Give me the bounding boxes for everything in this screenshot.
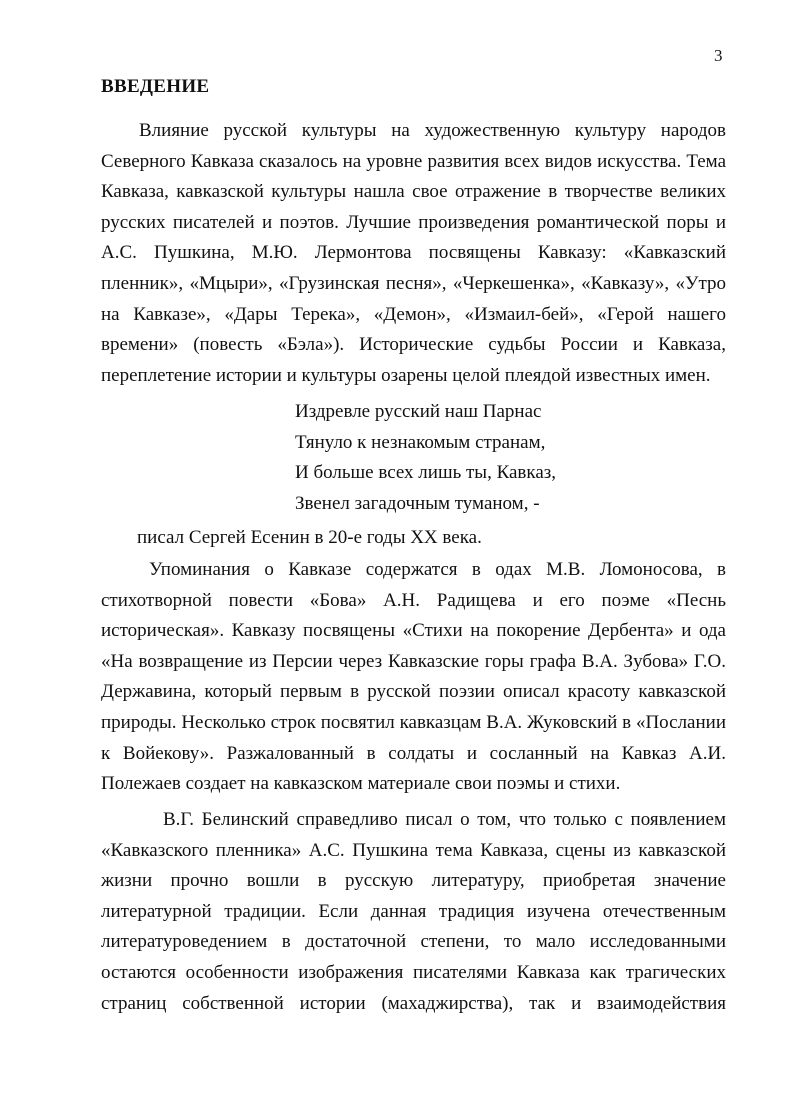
paragraph-line: Упоминания о Кавказе содержатся в одах М.В. Ломоносова, в <box>149 559 726 580</box>
page-number: 3 <box>714 46 723 65</box>
paragraph-line: Влияние русской культуры на художественную культуру народов <box>139 120 726 141</box>
paragraph-line: Северного Кавказа сказалось на уровне развития всех видов искусства. Тема <box>101 150 726 172</box>
poem-verse: Тянуло к незнакомым странам, <box>295 431 546 453</box>
section-heading: ВВЕДЕНИЕ <box>101 76 210 97</box>
poem-attribution: писал Сергей Есенин в 20-е годы XX века. <box>137 527 482 548</box>
paragraph-line: страниц собственной истории (махаджирства), так и взаимодействия <box>101 992 726 1014</box>
paragraph-line: природы. Несколько строк посвятил кавказцам В.А. Жуковский в «Послании <box>101 711 726 733</box>
paragraph-line: В.Г. Белинский справедливо писал о том, что только с появлением <box>163 809 726 830</box>
paragraph-line: жизни прочно вошли в русскую литературу, приобретая значение <box>101 870 726 892</box>
paragraph-line: стихотворной повести «Бова» А.Н. Радищева и его поэме «Песнь <box>101 589 726 611</box>
paragraph-line: к Войекову». Разжалованный в солдаты и сосланный на Кавказ А.И. <box>101 742 726 764</box>
paragraph-mentions <box>101 555 726 800</box>
paragraph-line: литературной традиции. Если данная традиция изучена отечественным <box>101 900 726 922</box>
paragraph-line: Кавказа, кавказской культуры нашла свое отражение в творчестве великих <box>101 181 726 203</box>
paragraph-line: «На возвращение из Персии через Кавказские горы графа В.А. Зубова» Г.О. <box>101 650 726 672</box>
paragraph-line: на Кавказе», «Дары Терека», «Демон», «Измаил-бей», «Герой нашего <box>101 303 726 325</box>
paragraph-line: Полежаев создает на кавказском материале свои поэмы и стихи. <box>101 773 621 795</box>
paragraph-line: Державина, который первым в русской поэзии описал красоту кавказской <box>101 681 726 703</box>
poem-attribution-block <box>101 523 726 554</box>
poem-verse: И больше всех лишь ты, Кавказ, <box>295 462 557 484</box>
paragraph-line: переплетение истории и культуры озарены целой плеядой известных имен. <box>101 364 711 386</box>
paragraph-line: русских писателей и поэтов. Лучшие произведения романтической поры и <box>101 211 726 233</box>
paragraph-influence <box>101 116 726 391</box>
poem-verse: Издревле русский наш Парнас <box>295 401 542 422</box>
paragraph-line: «Кавказского пленника» А.С. Пушкина тема Кавказа, сцены из кавказской <box>101 839 726 861</box>
paragraph-line: историческая». Кавказу посвящены «Стихи на покорение Дербента» и ода <box>101 620 726 642</box>
paragraph-belinsky <box>101 805 726 1019</box>
paragraph-line: литературоведением в достаточной степени, то мало исследованными <box>101 931 726 953</box>
paragraph-line: пленник», «Мцыри», «Грузинская песня», «Черкешенка», «Кавказу», «Утро <box>101 272 726 294</box>
paragraph-line: времени» (повесть «Бэла»). Исторические судьбы России и Кавказа, <box>101 334 726 356</box>
poem-quote <box>295 397 556 519</box>
poem-verse: Звенел загадочным туманом, - <box>295 492 540 514</box>
paragraph-line: А.С. Пушкина, М.Ю. Лермонтова посвящены Кавказу: «Кавказский <box>101 242 726 264</box>
paragraph-line: остаются особенности изображения писателями Кавказа как трагических <box>101 961 726 983</box>
